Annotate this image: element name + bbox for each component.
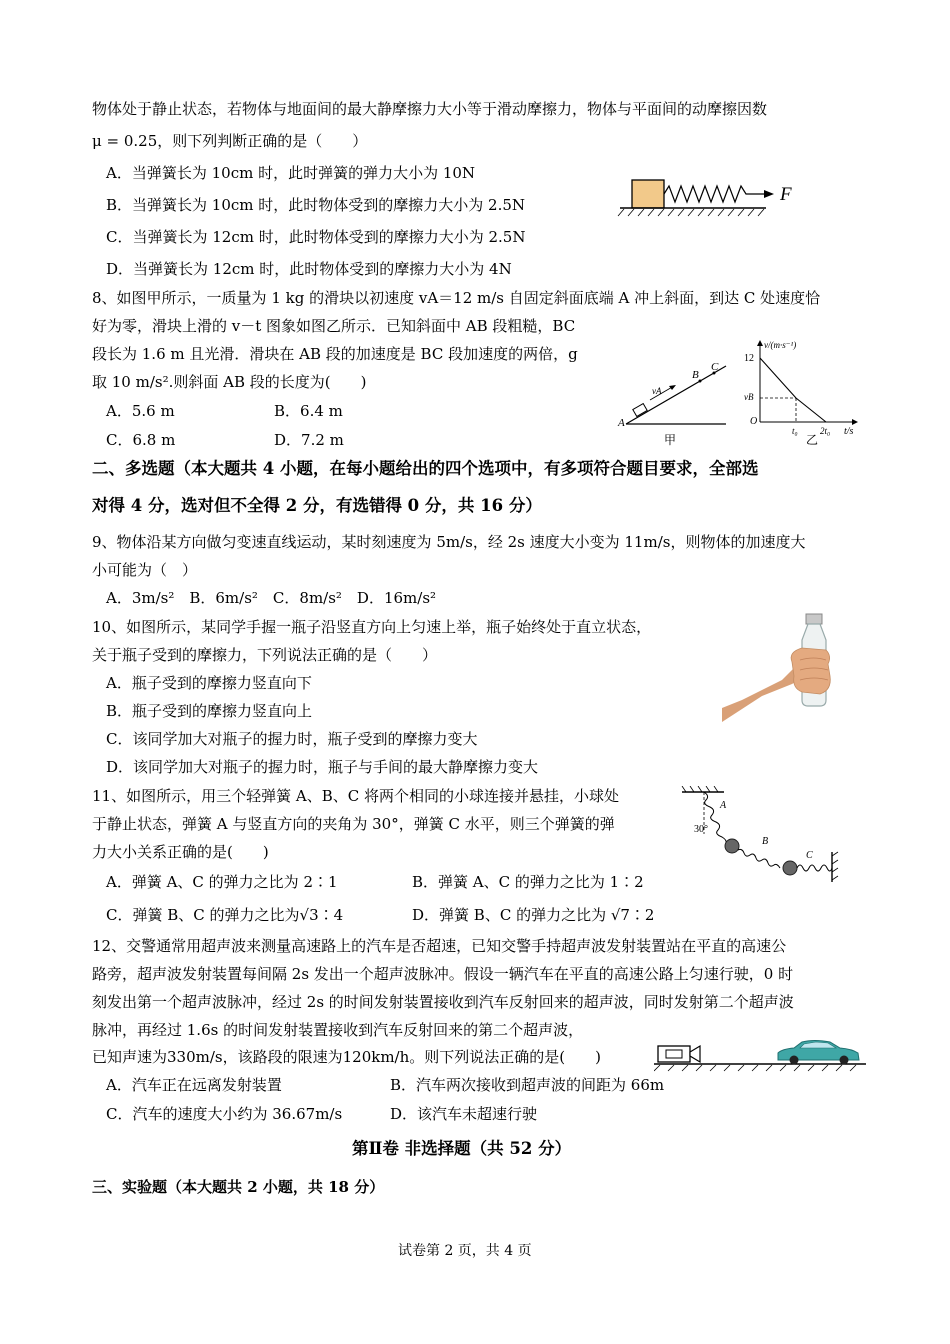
label-spring-b: B: [762, 836, 769, 847]
q9-line2: 小可能为（ ）: [92, 561, 198, 579]
car-wheel-front: [790, 1056, 799, 1065]
force-arrow: [764, 190, 774, 198]
q8-option-c: C．6.8 m: [106, 431, 176, 449]
q12-line3: 刻发出第一个超声波脉冲，经过 2s 的时间发射装置接收到汽车反射回来的超声波，同时发射第二个超声波: [92, 993, 794, 1011]
tick-12: 12: [744, 353, 754, 364]
q7-line2: μ = 0.25，则下列判断正确的是（ ）: [92, 132, 368, 150]
q8-line1: 8、如图甲所示，一质量为 1 kg 的滑块以初速度 vA＝12 m/s 自固定斜面底端 A 冲上斜面，到达 C 处速度恰: [92, 289, 821, 307]
section2-line2: 对得 4 分，选对但不全得 2 分，有选错得 0 分，共 16 分）: [92, 496, 542, 515]
section3-heading: 三、实验题（本大题共 2 小题，共 18 分）: [92, 1178, 385, 1196]
q8-line4: 取 10 m/s².则斜面 AB 段的长度为( ): [92, 373, 367, 391]
car-wheel-rear: [840, 1056, 849, 1065]
q11-option-c: C．弹簧 B、C 的弹力之比为√3∶4: [106, 906, 344, 924]
tick-2t0: 2t₀: [820, 426, 831, 436]
page-footer: 试卷第 2 页，共 4 页: [398, 1243, 532, 1259]
q12-line4: 脉冲，再经过 1.6s 的时间发射装置接收到汽车反射回来的第二个超声波，: [92, 1021, 584, 1039]
label-va: vA: [652, 386, 662, 396]
q10-option-b: B．瓶子受到的摩擦力竖直向上: [106, 702, 313, 720]
q8-option-b: B．6.4 m: [274, 402, 343, 420]
vb-label: vB: [744, 392, 754, 402]
device-screen: [666, 1050, 682, 1058]
bottle-cap: [806, 614, 822, 624]
ground-hatch: [618, 209, 764, 216]
q10-line1: 10、如图所示，某同学手握一瓶子沿竖直方向上匀速上举，瓶子始终处于直立状态，: [92, 618, 652, 636]
q11-line2: 于静止状态，弹簧 A 与竖直方向的夹角为 30°，弹簧 C 水平，则三个弹簧的弹: [92, 815, 615, 833]
q12-line2: 路旁，超声波发射装置每间隔 2s 发出一个超声波脉冲。假设一辆汽车在平直的高速公路上匀速行驶，0 时: [92, 965, 794, 983]
label-spring-a: A: [720, 800, 727, 811]
spring: [664, 186, 766, 202]
q7-option-d: D．当弹簧长为 12cm 时，此时物体受到的摩擦力大小为 4N: [106, 260, 512, 278]
vt-line: [760, 358, 826, 422]
q12-line1: 12、交警通常用超声波来测量高速路上的汽车是否超速，已知交警手持超声波发射装置站在平直的高速公: [92, 937, 787, 955]
ultrasonic-car-figure: [654, 1038, 868, 1072]
hand-bottle-image: [722, 604, 854, 728]
vt-graph: [744, 340, 858, 447]
q9-options: A．3m/s² B．6m/s² C．8m/s² D．16m/s²: [106, 589, 437, 607]
section2-line1: 二、多选题（本大题共 4 小题，在每小题给出的四个选项中，有多项符合题目要求，全部选: [92, 459, 759, 478]
q12-option-a: A．汽车正在远离发射装置: [106, 1076, 282, 1094]
q7-option-a: A．当弹簧长为 10cm 时，此时弹簧的弹力大小为 10N: [106, 164, 476, 182]
q7-option-c: C．当弹簧长为 12cm 时，此时物体受到的摩擦力大小为 2.5N: [106, 228, 526, 246]
q12-option-d: D．该汽车未超速行驶: [390, 1105, 538, 1123]
q7-option-b: B．当弹簧长为 10cm 时，此时物体受到的摩擦力大小为 2.5N: [106, 196, 526, 214]
part2-title: 第Ⅱ卷 非选择题（共 52 分）: [352, 1139, 572, 1158]
caption-yi: 乙: [806, 433, 819, 447]
wall-hatch: [832, 852, 838, 880]
angle-label: 30°: [694, 824, 708, 835]
hand: [791, 648, 830, 694]
q11-option-d: D．弹簧 B、C 的弹力之比为 √7∶2: [412, 906, 655, 924]
label-b: B: [692, 369, 699, 381]
q10-line2: 关于瓶子受到的摩擦力，下列说法正确的是（ ）: [92, 646, 438, 664]
spring-balls-figure: [680, 786, 850, 886]
incline-vt-figure: [614, 336, 864, 448]
label-spring-c: C: [806, 850, 813, 861]
spring-block-figure: [616, 176, 806, 220]
label-c: C: [711, 361, 719, 373]
force-label: F: [780, 184, 792, 205]
q8-line2: 好为零，滑块上滑的 v－t 图象如图乙所示．已知斜面中 AB 段粗糙，BC: [92, 317, 576, 335]
q11-option-a: A．弹簧 A、C 的弹力之比为 2∶1: [106, 873, 338, 891]
t-axis-label: t/s: [844, 426, 854, 437]
v-axis-label: v/(m·s⁻¹): [764, 340, 797, 350]
block: [632, 180, 664, 208]
q11-option-b: B．弹簧 A、C 的弹力之比为 1∶2: [412, 873, 644, 891]
road-hatch: [654, 1065, 856, 1071]
q10-option-d: D．该同学加大对瓶子的握力时，瓶子与手间的最大静摩擦力变大: [106, 758, 539, 776]
incline-diagram: [617, 361, 726, 447]
q8-line3: 段长为 1.6 m 且光滑．滑块在 AB 段的加速度是 BC 段加速度的两倍，g: [92, 345, 578, 363]
q10-option-a: A．瓶子受到的摩擦力竖直向下: [106, 674, 312, 692]
origin-label: O: [750, 416, 758, 427]
q12-option-c: C．汽车的速度大小约为 36.67m/s: [106, 1105, 343, 1123]
spring-b: [738, 849, 780, 868]
q11-line1: 11、如图所示，用三个轻弹簧 A、B、C 将两个相同的小球连接并悬挂，小球处: [92, 787, 619, 805]
device-emitter: [690, 1046, 700, 1062]
q8-option-a: A．5.6 m: [106, 402, 175, 420]
q11-line3: 力大小关系正确的是( ): [92, 843, 269, 861]
q10-option-c: C．该同学加大对瓶子的握力时，瓶子受到的摩擦力变大: [106, 730, 478, 748]
q7-line1: 物体处于静止状态，若物体与地面间的最大静摩擦力大小等于滑动摩擦力，物体与平面间的动摩擦因数: [92, 100, 768, 118]
ceiling-hatch: [682, 786, 718, 792]
q12-option-b: B．汽车两次接收到超声波的间距为 66m: [390, 1076, 665, 1094]
q12-line5: 已知声速为330m/s，该路段的限速为120km/h。则下列说法正确的是( ): [92, 1048, 601, 1066]
q8-option-d: D．7.2 m: [274, 431, 344, 449]
ball-1: [725, 839, 739, 853]
ball-2: [783, 861, 797, 875]
q9-line1: 9、物体沿某方向做匀变速直线运动，某时刻速度为 5m/s，经 2s 速度大小变为 11m/s，则物体的加速度大: [92, 533, 806, 551]
label-a: A: [618, 417, 625, 429]
caption-jia: 甲: [664, 433, 677, 447]
spring-c: [797, 865, 832, 871]
tick-t0: t₀: [792, 426, 798, 436]
